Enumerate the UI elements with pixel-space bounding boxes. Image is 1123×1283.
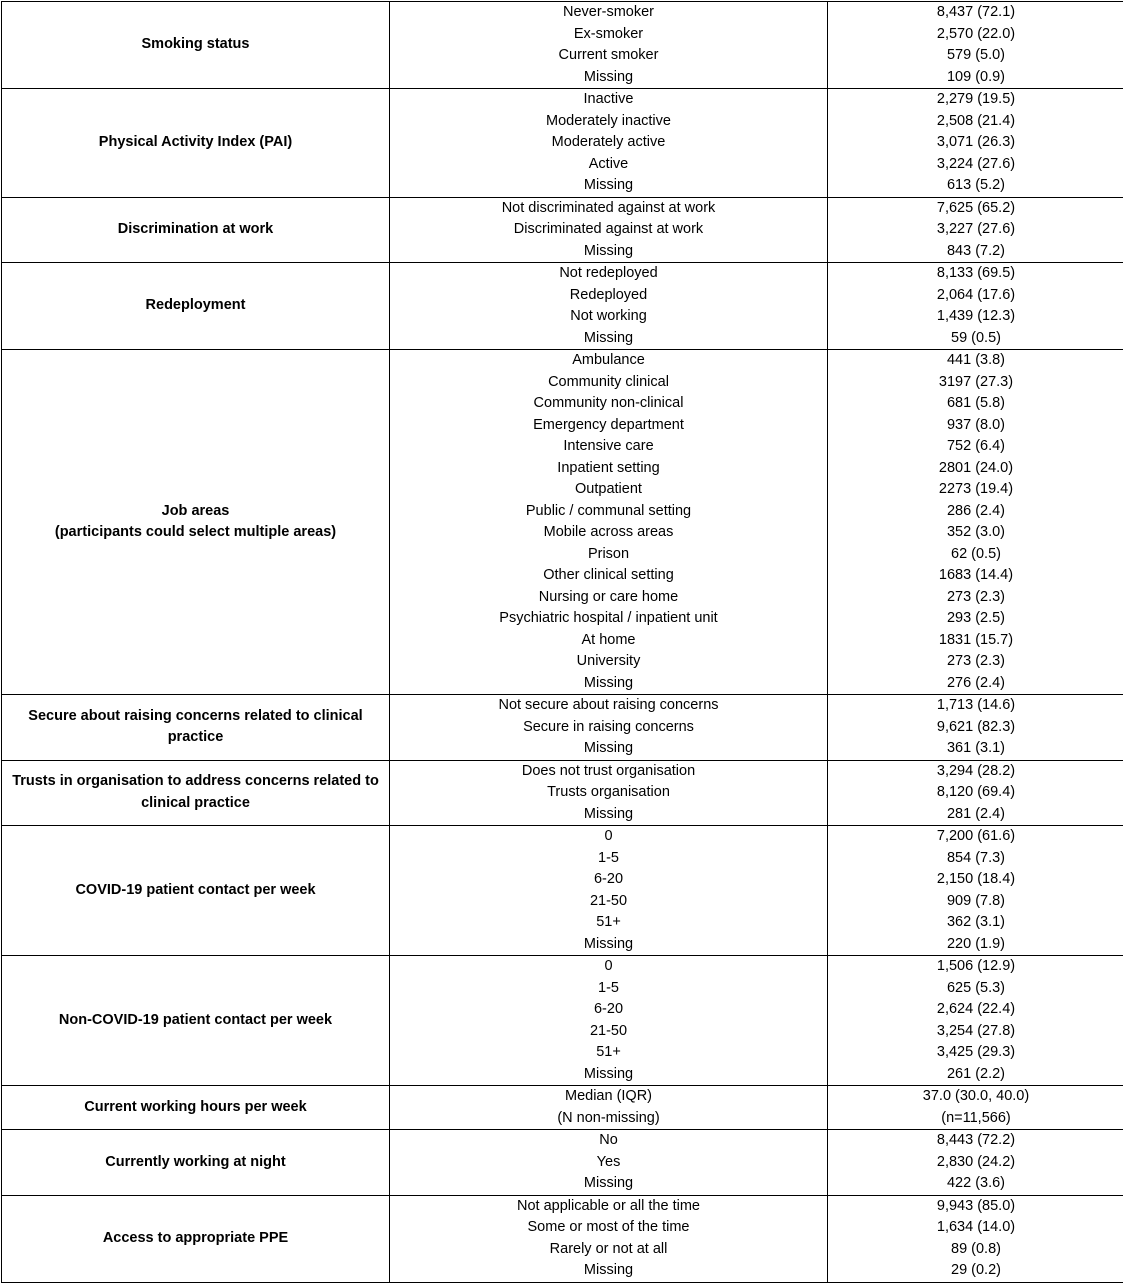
count-percent-value: 1683 (14.4) <box>828 565 1123 587</box>
value-cell <box>828 2 1123 89</box>
count-percent-value: 1,439 (12.3) <box>828 306 1123 328</box>
table-row <box>2 263 1123 350</box>
category-label: Active <box>390 154 827 176</box>
category-label: Prison <box>390 544 827 566</box>
count-percent-value: 2801 (24.0) <box>828 458 1123 480</box>
variable-name: Job areas <box>2 501 389 523</box>
category-label: (N non-missing) <box>390 1108 827 1130</box>
count-percent-value: 8,443 (72.2) <box>828 1130 1123 1152</box>
variable-name-cell <box>2 956 390 1086</box>
category-label: 0 <box>390 956 827 978</box>
category-label: Nursing or care home <box>390 587 827 609</box>
category-label: Ex-smoker <box>390 24 827 46</box>
count-percent-value: 9,621 (82.3) <box>828 717 1123 739</box>
category-cell <box>390 1130 828 1196</box>
category-label: Other clinical setting <box>390 565 827 587</box>
category-label: Some or most of the time <box>390 1217 827 1239</box>
category-label: Missing <box>390 328 827 350</box>
category-label: Discriminated against at work <box>390 219 827 241</box>
category-label: Missing <box>390 934 827 956</box>
category-cell <box>390 695 828 761</box>
count-percent-value: 3,294 (28.2) <box>828 761 1123 783</box>
count-percent-value: 362 (3.1) <box>828 912 1123 934</box>
count-percent-value: 273 (2.3) <box>828 587 1123 609</box>
count-percent-value: 613 (5.2) <box>828 175 1123 197</box>
category-label: Not discriminated against at work <box>390 198 827 220</box>
category-label: 1-5 <box>390 848 827 870</box>
table-row <box>2 1086 1123 1130</box>
category-label: Outpatient <box>390 479 827 501</box>
count-percent-value: 1,506 (12.9) <box>828 956 1123 978</box>
value-cell <box>828 956 1123 1086</box>
category-label: Not redeployed <box>390 263 827 285</box>
count-percent-value: (n=11,566) <box>828 1108 1123 1130</box>
count-percent-value: 3197 (27.3) <box>828 372 1123 394</box>
category-label: Does not trust organisation <box>390 761 827 783</box>
variable-name: Smoking status <box>2 34 389 56</box>
table-row <box>2 695 1123 761</box>
count-percent-value: 361 (3.1) <box>828 738 1123 760</box>
category-label: Community clinical <box>390 372 827 394</box>
count-percent-value: 2,150 (18.4) <box>828 869 1123 891</box>
characteristics-table <box>1 1 1123 1283</box>
table-row <box>2 2 1123 89</box>
count-percent-value: 89 (0.8) <box>828 1239 1123 1261</box>
variable-name-cell <box>2 1086 390 1130</box>
variable-name: COVID-19 patient contact per week <box>2 880 389 902</box>
category-label: No <box>390 1130 827 1152</box>
category-label: Secure in raising concerns <box>390 717 827 739</box>
variable-name-cell <box>2 1130 390 1196</box>
variable-name-cell <box>2 89 390 198</box>
count-percent-value: 37.0 (30.0, 40.0) <box>828 1086 1123 1108</box>
count-percent-value: 909 (7.8) <box>828 891 1123 913</box>
variable-name-cell <box>2 263 390 350</box>
count-percent-value: 62 (0.5) <box>828 544 1123 566</box>
count-percent-value: 752 (6.4) <box>828 436 1123 458</box>
value-cell <box>828 695 1123 761</box>
category-label: Missing <box>390 1173 827 1195</box>
category-cell <box>390 760 828 826</box>
count-percent-value: 441 (3.8) <box>828 350 1123 372</box>
category-label: Public / communal setting <box>390 501 827 523</box>
category-label: 1-5 <box>390 978 827 1000</box>
category-cell <box>390 89 828 198</box>
count-percent-value: 9,943 (85.0) <box>828 1196 1123 1218</box>
table-row <box>2 956 1123 1086</box>
count-percent-value: 1831 (15.7) <box>828 630 1123 652</box>
variable-name: Trusts in organisation to address concerns related to clinical practice <box>2 771 389 814</box>
value-cell <box>828 197 1123 263</box>
count-percent-value: 276 (2.4) <box>828 673 1123 695</box>
category-label: Ambulance <box>390 350 827 372</box>
variable-name: Currently working at night <box>2 1152 389 1174</box>
category-label: Missing <box>390 67 827 89</box>
category-label: Not secure about raising concerns <box>390 695 827 717</box>
category-label: 21-50 <box>390 1021 827 1043</box>
count-percent-value: 854 (7.3) <box>828 848 1123 870</box>
count-percent-value: 281 (2.4) <box>828 804 1123 826</box>
count-percent-value: 1,713 (14.6) <box>828 695 1123 717</box>
variable-name: (participants could select multiple areas) <box>2 522 389 544</box>
variable-name-cell <box>2 350 390 695</box>
category-label: Redeployed <box>390 285 827 307</box>
category-label: Emergency department <box>390 415 827 437</box>
category-label: Never-smoker <box>390 2 827 24</box>
table-row <box>2 350 1123 695</box>
variable-name: Discrimination at work <box>2 219 389 241</box>
count-percent-value: 3,071 (26.3) <box>828 132 1123 154</box>
category-label: Missing <box>390 1064 827 1086</box>
variable-name-cell <box>2 1195 390 1282</box>
count-percent-value: 29 (0.2) <box>828 1260 1123 1282</box>
category-label: Intensive care <box>390 436 827 458</box>
count-percent-value: 843 (7.2) <box>828 241 1123 263</box>
value-cell <box>828 760 1123 826</box>
category-label: Missing <box>390 241 827 263</box>
value-cell <box>828 1086 1123 1130</box>
count-percent-value: 352 (3.0) <box>828 522 1123 544</box>
category-label: Inpatient setting <box>390 458 827 480</box>
count-percent-value: 3,227 (27.6) <box>828 219 1123 241</box>
category-label: 21-50 <box>390 891 827 913</box>
category-label: Missing <box>390 175 827 197</box>
variable-name-cell <box>2 760 390 826</box>
table-row <box>2 826 1123 956</box>
category-label: Missing <box>390 738 827 760</box>
category-label: Missing <box>390 804 827 826</box>
category-label: Missing <box>390 673 827 695</box>
value-cell <box>828 263 1123 350</box>
count-percent-value: 3,425 (29.3) <box>828 1042 1123 1064</box>
category-cell <box>390 1195 828 1282</box>
count-percent-value: 109 (0.9) <box>828 67 1123 89</box>
count-percent-value: 261 (2.2) <box>828 1064 1123 1086</box>
table-row <box>2 89 1123 198</box>
count-percent-value: 681 (5.8) <box>828 393 1123 415</box>
count-percent-value: 286 (2.4) <box>828 501 1123 523</box>
category-label: 6-20 <box>390 869 827 891</box>
count-percent-value: 2,570 (22.0) <box>828 24 1123 46</box>
variable-name: Secure about raising concerns related to clinical practice <box>2 706 389 749</box>
count-percent-value: 625 (5.3) <box>828 978 1123 1000</box>
category-label: Psychiatric hospital / inpatient unit <box>390 608 827 630</box>
category-label: 51+ <box>390 912 827 934</box>
category-label: 0 <box>390 826 827 848</box>
count-percent-value: 273 (2.3) <box>828 651 1123 673</box>
category-label: Moderately active <box>390 132 827 154</box>
count-percent-value: 2,624 (22.4) <box>828 999 1123 1021</box>
category-label: Not working <box>390 306 827 328</box>
count-percent-value: 2273 (19.4) <box>828 479 1123 501</box>
count-percent-value: 7,625 (65.2) <box>828 198 1123 220</box>
count-percent-value: 220 (1.9) <box>828 934 1123 956</box>
category-label: 6-20 <box>390 999 827 1021</box>
category-cell <box>390 956 828 1086</box>
table-body <box>2 2 1123 1283</box>
category-label: Yes <box>390 1152 827 1174</box>
variable-name-cell <box>2 2 390 89</box>
category-label: University <box>390 651 827 673</box>
count-percent-value: 422 (3.6) <box>828 1173 1123 1195</box>
value-cell <box>828 1130 1123 1196</box>
count-percent-value: 8,120 (69.4) <box>828 782 1123 804</box>
category-label: Inactive <box>390 89 827 111</box>
count-percent-value: 2,830 (24.2) <box>828 1152 1123 1174</box>
category-label: Moderately inactive <box>390 111 827 133</box>
count-percent-value: 2,508 (21.4) <box>828 111 1123 133</box>
count-percent-value: 2,279 (19.5) <box>828 89 1123 111</box>
category-label: Not applicable or all the time <box>390 1196 827 1218</box>
count-percent-value: 7,200 (61.6) <box>828 826 1123 848</box>
variable-name: Access to appropriate PPE <box>2 1228 389 1250</box>
variable-name-cell <box>2 826 390 956</box>
count-percent-value: 2,064 (17.6) <box>828 285 1123 307</box>
category-label: Missing <box>390 1260 827 1282</box>
variable-name: Physical Activity Index (PAI) <box>2 132 389 154</box>
count-percent-value: 1,634 (14.0) <box>828 1217 1123 1239</box>
table-row <box>2 1195 1123 1282</box>
table-row <box>2 760 1123 826</box>
count-percent-value: 3,254 (27.8) <box>828 1021 1123 1043</box>
category-label: At home <box>390 630 827 652</box>
variable-name-cell <box>2 695 390 761</box>
variable-name: Redeployment <box>2 295 389 317</box>
category-label: Rarely or not at all <box>390 1239 827 1261</box>
variable-name: Non-COVID-19 patient contact per week <box>2 1010 389 1032</box>
variable-name: Current working hours per week <box>2 1097 389 1119</box>
category-cell <box>390 2 828 89</box>
count-percent-value: 937 (8.0) <box>828 415 1123 437</box>
value-cell <box>828 826 1123 956</box>
category-label: 51+ <box>390 1042 827 1064</box>
table-row <box>2 197 1123 263</box>
category-label: Mobile across areas <box>390 522 827 544</box>
count-percent-value: 3,224 (27.6) <box>828 154 1123 176</box>
variable-name-cell <box>2 197 390 263</box>
category-label: Median (IQR) <box>390 1086 827 1108</box>
count-percent-value: 8,133 (69.5) <box>828 263 1123 285</box>
category-label: Current smoker <box>390 45 827 67</box>
table-row <box>2 1130 1123 1196</box>
count-percent-value: 59 (0.5) <box>828 328 1123 350</box>
value-cell <box>828 1195 1123 1282</box>
value-cell <box>828 350 1123 695</box>
count-percent-value: 8,437 (72.1) <box>828 2 1123 24</box>
count-percent-value: 579 (5.0) <box>828 45 1123 67</box>
category-cell <box>390 826 828 956</box>
category-cell <box>390 197 828 263</box>
category-cell <box>390 1086 828 1130</box>
count-percent-value: 293 (2.5) <box>828 608 1123 630</box>
category-cell <box>390 350 828 695</box>
category-label: Community non-clinical <box>390 393 827 415</box>
value-cell <box>828 89 1123 198</box>
category-cell <box>390 263 828 350</box>
category-label: Trusts organisation <box>390 782 827 804</box>
